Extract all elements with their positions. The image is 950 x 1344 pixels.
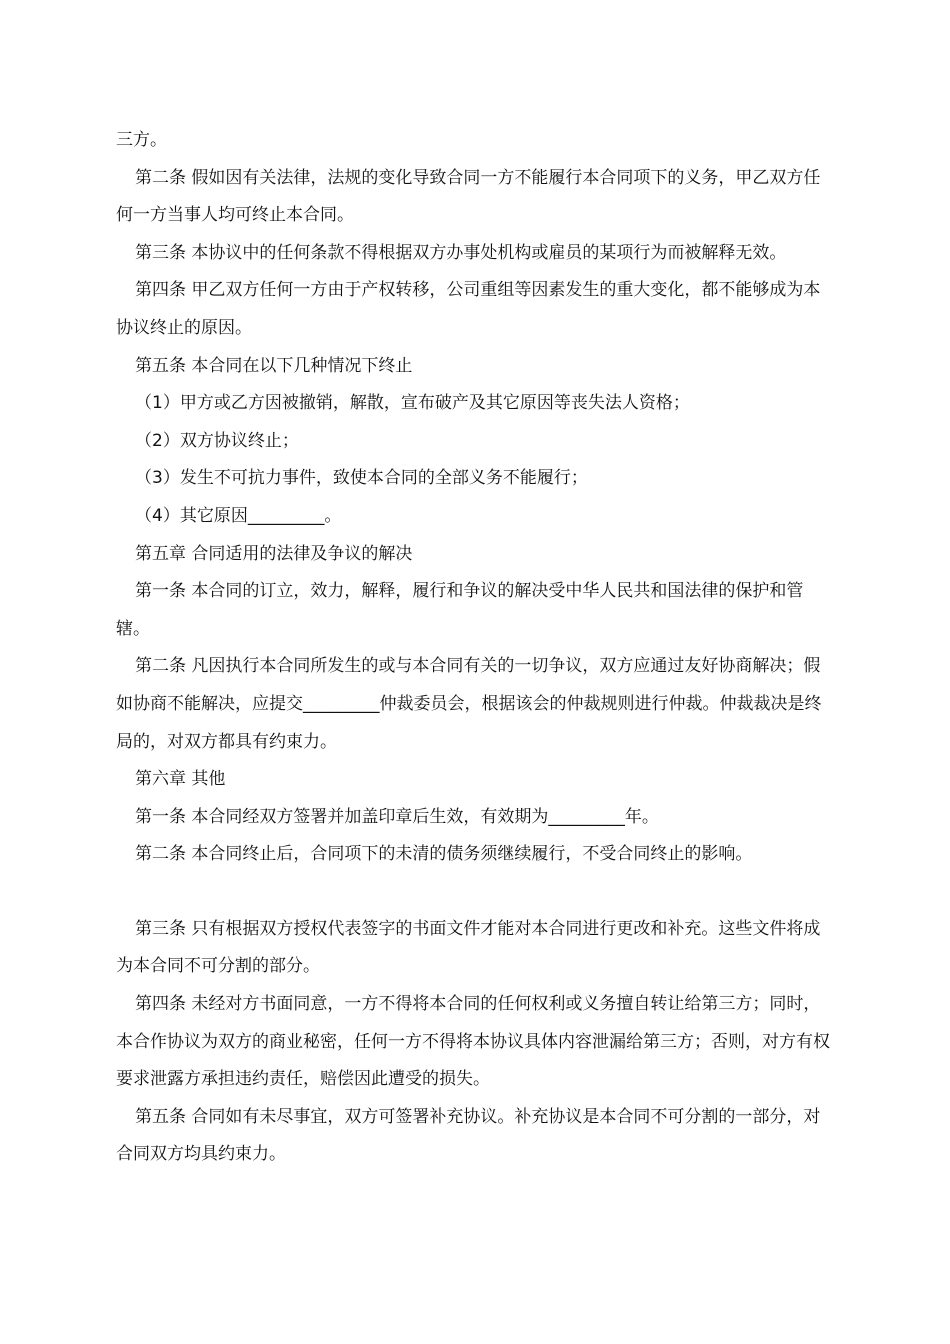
paragraph-article-5: 第五条 本合同在以下几种情况下终止 xyxy=(135,355,413,376)
list-item-termination-2: （2）双方协议终止； xyxy=(135,430,299,451)
paragraph-article-3: 第三条 本协议中的任何条款不得根据双方办事处机构或雇员的某项行为而被解释无效。 xyxy=(135,242,787,263)
paragraph-ch5-article-1: 第一条 本合同的订立，效力，解释，履行和争议的解决受中华人民共和国法律的保护和管辖。 xyxy=(116,581,804,639)
paragraph-article-2: 第二条 假如因有关法律，法规的变化导致合同一方不能履行本合同项下的义务，甲乙双方任何一方当事人均可终止本合同。 xyxy=(116,167,821,226)
paragraph-ch6-article-3: 第三条 只有根据双方授权代表签字的书面文件才能对本合同进行更改和补充。这些文件将成为本合同不可分割的部分。 xyxy=(116,918,821,977)
document-body xyxy=(116,122,836,1174)
paragraph-ch6-article-5: 第五条 合同如有未尽事宜，双方可签署补充协议。补充协议是本合同不可分割的一部分，对合同双方均具约束力。 xyxy=(116,1106,821,1165)
chapter-5-heading: 第五章 合同适用的法律及争议的解决 xyxy=(135,543,413,564)
list-item-termination-1: （1）甲方或乙方因被撤销，解散，宣布破产及其它原因等丧失法人资格； xyxy=(135,393,690,414)
paragraph-article-4: 第四条 甲乙双方任何一方由于产权转移，公司重组等因素发生的重大变化，都不能够成为本协议终止的原因。 xyxy=(116,280,821,338)
blank-line xyxy=(116,874,836,911)
paragraph-ch6-article-1: 第一条 本合同经双方签署并加盖印章后生效，有效期为_________年。 xyxy=(135,806,659,827)
list-item-termination-4: （4）其它原因_________。 xyxy=(135,505,342,526)
paragraph-ch6-article-4: 第四条 未经对方书面同意，一方不得将本合同的任何权利或义务擅自转让给第三方；同时，本合作协议为双方的商业秘密，任何一方不得将本协议具体内容泄漏给第三方；否则，对方有权要求泄露方承担违约责任，赔偿因此遭受的损失。 xyxy=(116,994,830,1090)
paragraph-ch5-article-2: 第二条 凡因执行本合同所发生的或与本合同有关的一切争议，双方应通过友好协商解决；假如协商不能解决，应提交_________仲裁委员会，根据该会的仲裁规则进行仲裁。仲裁裁决是终局的，对双方都具有约束力。 xyxy=(116,656,822,752)
paragraph-ch6-article-2: 第二条 本合同终止后，合同项下的未清的债务须继续履行，不受合同终止的影响。 xyxy=(135,844,753,865)
chapter-6-heading: 第六章 其他 xyxy=(135,769,226,790)
list-item-termination-3: （3）发生不可抗力事件，致使本合同的全部义务不能履行； xyxy=(135,468,588,489)
paragraph-continuation: 三方。 xyxy=(116,130,167,150)
